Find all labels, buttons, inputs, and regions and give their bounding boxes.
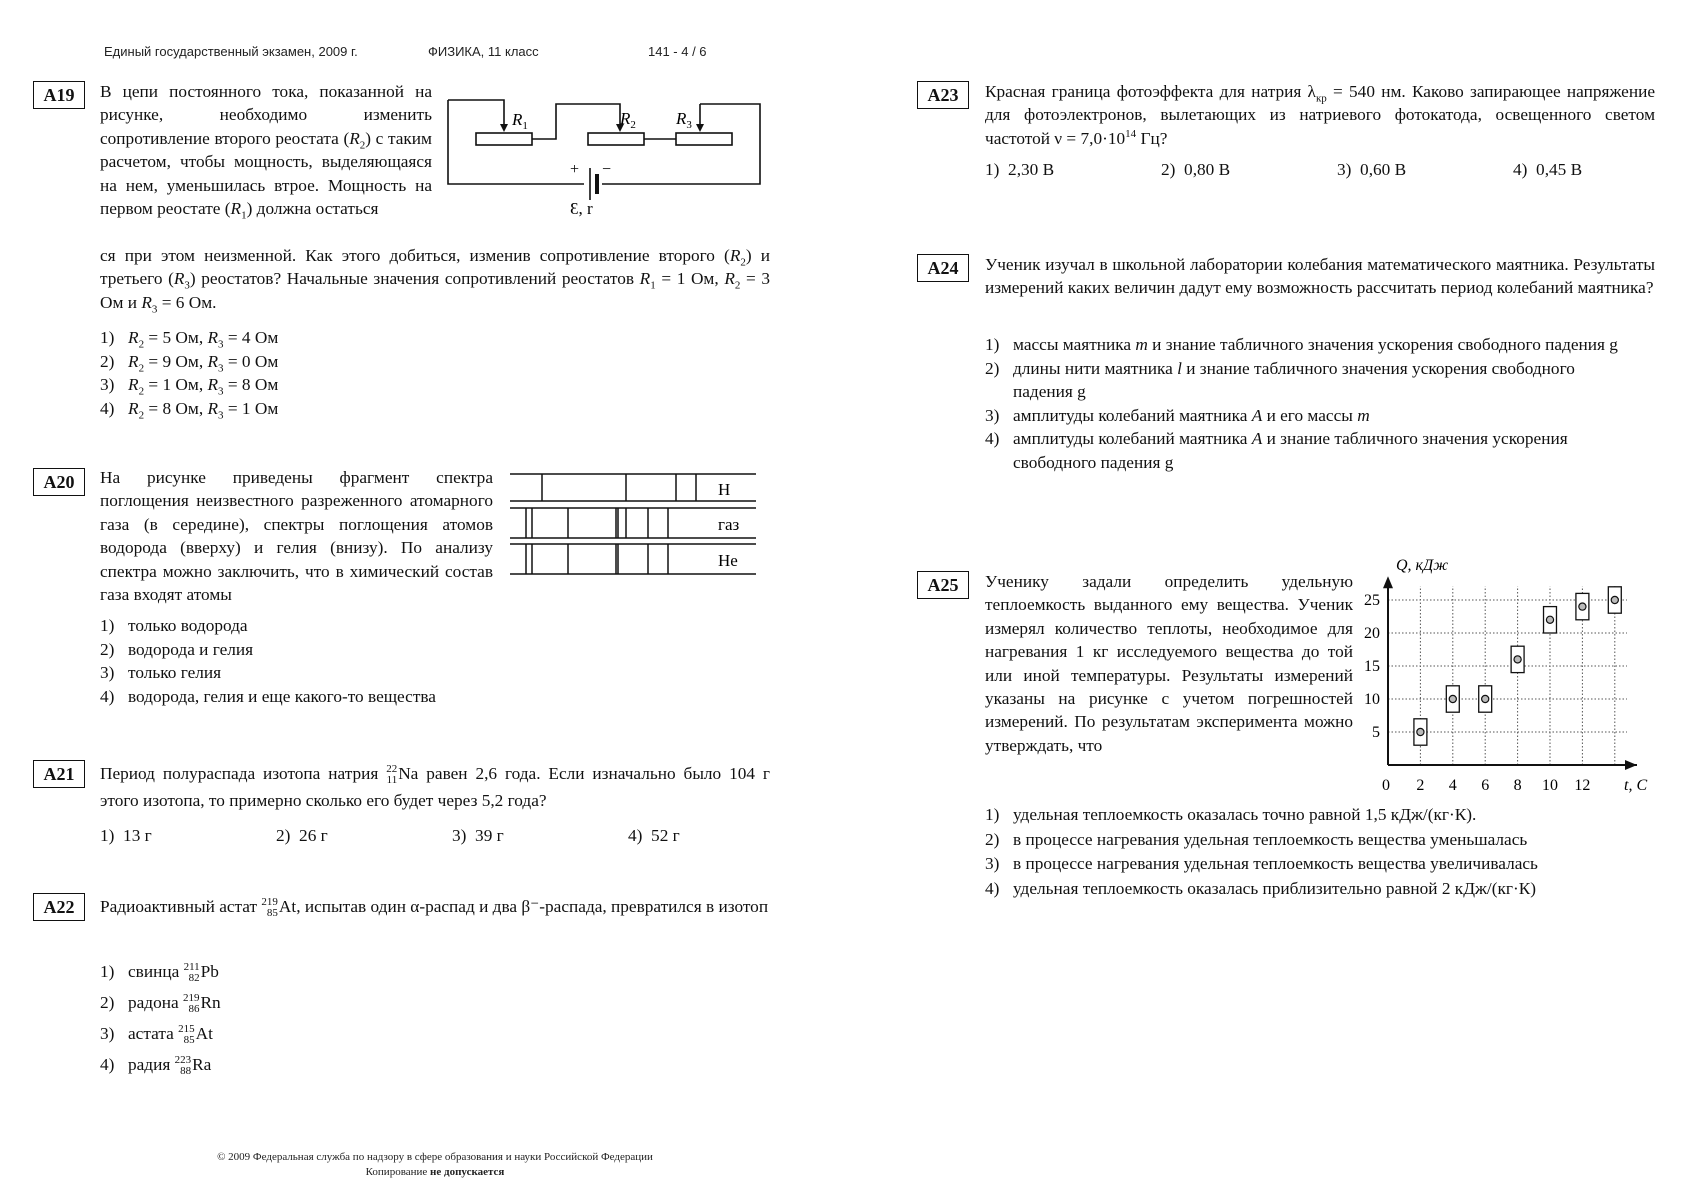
circuit-r2-label: R: [620, 109, 631, 128]
circuit-r3-label: R: [676, 109, 687, 128]
a21-option-2[interactable]: 2) 26 г: [276, 826, 328, 845]
chart-y-tick-label: 5: [1372, 724, 1380, 741]
a22-option-2[interactable]: 2) радона 219 86 Rn: [100, 992, 221, 1016]
question-number-a22: А22: [33, 893, 85, 921]
chart-x-axis-label: t, C: [1624, 777, 1648, 794]
chart-point-marker: [1482, 695, 1489, 702]
chart-x-tick-label: 8: [1513, 777, 1522, 794]
a21-options: [100, 826, 748, 846]
a22-text: Радиоактивный астат 219 85 At, испытав один α-распад и два β⁻-распада, превратился в изотоп: [100, 896, 769, 920]
chart-x-tick-label: 10: [1542, 777, 1558, 794]
a19-option-4[interactable]: 4) $R_2 = 8$ Ом, $R_3 = 1$ Ом: [100, 398, 279, 422]
a23-options: [985, 160, 1633, 180]
a23-text: Красная граница фотоэффекта для натрия $\lambda_{кр} = 540$ нм. Каково запирающее напряжение для фотоэлектронов, вылетающих из натриевого фотокатода, освещенного светом частотой $\nu = 7,0\cdot 10^{14}$ Гц?: [985, 82, 1655, 148]
a24-option-1[interactable]: 1) массы маятника m и знание табличного значения ускорения свободного падения g: [985, 335, 1618, 354]
chart-data-point: [1511, 646, 1524, 672]
chart-point-marker: [1579, 603, 1586, 610]
chart-data-point: [1479, 686, 1492, 712]
a24-options: [985, 333, 1635, 475]
question-number-a23: А23: [917, 81, 969, 109]
question-number-a21: А21: [33, 760, 85, 788]
a20-option-1[interactable]: 1) только водорода: [100, 616, 248, 635]
a24-option-3[interactable]: 3) амплитуды колебаний маятника A и его массы m: [985, 405, 1370, 425]
svg-text:R2: $R_2$: [620, 109, 636, 131]
a22-option-1[interactable]: 1) свинца 211 82 Pb: [100, 961, 219, 985]
a23-option-2[interactable]: 2) 0,80 В: [1161, 160, 1231, 179]
a20-spectrum-diagram: [508, 470, 760, 580]
a22-options: [100, 956, 221, 1080]
a25-text: Ученику задали определить удельную теплоемкость выданного ему вещества. Ученик измерял количество теплоты, необходимое для нагревания 1 кг исследуемого вещества до той или иной температуры. Результаты измерений указаны на рисунке с учетом погрешностей измерений. По результатам эксперимента можно утверждать, что: [985, 572, 1353, 755]
a24-option-2[interactable]: 2) длины нити маятника l и знание табличного значения ускорения свободного падения g: [985, 358, 1575, 402]
chart-data-point: [1544, 607, 1557, 633]
question-number-a25: А25: [917, 571, 969, 599]
a19-text-top: В цепи постоянного тока, показанной на рисунке, необходимо изменить сопротивление второго реостата $(R_2)$ с таким расчетом, чтобы мощность, выделяющаяся на нем, уменьшилась втрое. Мощность на первом реостате $(R_1)$ должна остаться: [100, 82, 432, 222]
a25-option-2[interactable]: 2) в процессе нагревания удельная теплоемкость вещества уменьшалась: [985, 829, 1528, 849]
a21-option-1[interactable]: 1) 13 г: [100, 826, 152, 845]
a19-option-2[interactable]: 2) $R_2 = 9$ Ом, $R_3 = 0$ Ом: [100, 351, 279, 375]
a25-option-4[interactable]: 4) удельная теплоемкость оказалась приблизительно равной 2 кДж/(кг·К): [985, 878, 1537, 898]
chart-y-tick-label: 10: [1364, 691, 1380, 708]
chart-y-axis-label: Q, кДж: [1396, 557, 1449, 574]
a22-option-4[interactable]: 4) радия 223 88 Ra: [100, 1054, 212, 1078]
chart-y-tick-label: 15: [1364, 658, 1380, 675]
a19-options: [100, 326, 278, 420]
a20-text: На рисунке приведены фрагмент спектра поглощения неизвестного разреженного атомарного газа (в середине), спектры поглощения атомов водорода (вверху) и гелия (внизу). По анализу спектра можно заключить, что в химический состав газа входят атомы: [100, 468, 493, 605]
chart-y-arrow: [1383, 576, 1393, 588]
question-number-a24: А24: [917, 254, 969, 282]
chart-data-point: [1576, 593, 1589, 619]
footer-copyright: © 2009 Федеральная служба по надзору в сфере образования и науки Российской Федерации: [217, 1151, 653, 1163]
svg-text:R3: $R_3$: [676, 109, 692, 131]
chart-x-tick-label: 6: [1481, 777, 1490, 794]
chart-data-point: [1608, 587, 1621, 613]
footer-copy-notice: Копирование не допускается: [365, 1166, 505, 1178]
header-page: 141 - 4 / 6: [648, 44, 707, 59]
chart-point-marker: [1449, 695, 1456, 702]
a20-option-2[interactable]: 2) водорода и гелия: [100, 639, 254, 659]
a24-option-4[interactable]: 4) амплитуды колебаний маятника A и знание табличного значения ускорения свободного падения g: [985, 429, 1568, 472]
chart-data-point: [1446, 686, 1459, 712]
chart-origin-label: 0: [1382, 777, 1390, 794]
a23-option-4[interactable]: 4) 0,45 В: [1513, 160, 1583, 179]
a19-circuit-diagram: [444, 96, 764, 226]
a20-options: [100, 614, 436, 708]
header-subject: ФИЗИКА, 11 класс: [428, 44, 539, 59]
a25-options: [985, 803, 1655, 901]
chart-y-tick-label: 20: [1364, 625, 1380, 642]
chart-y-tick-label: 25: [1364, 592, 1380, 609]
a22-isotope: 219 85: [261, 896, 278, 920]
a19-option-3[interactable]: 3) $R_2 = 1$ Ом, $R_3 = 8$ Ом: [100, 375, 279, 398]
a23-option-1[interactable]: 1) 2,30 В: [985, 160, 1055, 179]
a25-option-3[interactable]: 3) в процессе нагревания удельная теплоемкость вещества увеличивалась: [985, 854, 1538, 873]
chart-x-arrow: [1625, 760, 1637, 770]
chart-point-marker: [1546, 616, 1553, 623]
a21-option-4[interactable]: 4) 52 г: [628, 826, 680, 845]
chart-point-marker: [1417, 728, 1424, 735]
a25-option-1[interactable]: 1) удельная теплоемкость оказалась точно равной 1,5 кДж/(кг·К).: [985, 805, 1477, 824]
a21-isotope: 22 11: [386, 763, 398, 787]
a24-text: Ученик изучал в школьной лаборатории колебания математического маятника. Результаты измерений каких величин дадут ему возможность рассчитать период колебаний маятника?: [985, 255, 1655, 298]
chart-x-tick-label: 2: [1416, 777, 1425, 794]
spectrum-label-h: H: [718, 480, 731, 499]
circuit-minus: −: [602, 161, 612, 178]
chart-point-marker: [1611, 596, 1618, 603]
a19-option-1[interactable]: 1) $R_2 = 5$ Ом, $R_3 = 4$ Ом: [100, 328, 279, 351]
chart-data-point: [1414, 719, 1427, 745]
question-number-a19: А19: [33, 81, 85, 109]
a23-option-3[interactable]: 3) 0,60 В: [1337, 160, 1407, 179]
circuit-r1-label: R: [512, 110, 523, 129]
a20-option-4[interactable]: 4) водорода, гелия и еще какого-то вещества: [100, 686, 436, 706]
a20-option-3[interactable]: 3) только гелия: [100, 663, 222, 683]
a21-text: Период полураспада изотопа натрия 22 11 Na равен 2,6 года. Если изначально было 104 г этого изотопа, то примерно сколько его будет через 5,2 года?: [100, 763, 770, 810]
a25-chart: [1362, 550, 1662, 800]
a21-option-3[interactable]: 3) 39 г: [452, 826, 504, 845]
a22-option-3[interactable]: 3) астата 215 85 At: [100, 1023, 213, 1047]
chart-point-marker: [1514, 656, 1521, 663]
a19-text-bottom: ся при этом неизменной. Как этого добиться, изменив сопротивление второго $(R_2)$ и третьего $(R_3)$ реостатов? Начальные значения сопротивлений реостатов $R_1 = 1$ Ом, $R_2 = 3$ Ом и $R_3 = 6$ Ом.: [100, 246, 771, 316]
svg-text:R1: $R_1$: [512, 110, 528, 132]
chart-x-tick-label: 12: [1574, 777, 1591, 794]
circuit-emf-label: Ɛ, r: [570, 199, 593, 218]
question-number-a20: А20: [33, 468, 85, 496]
circuit-plus: +: [570, 161, 580, 178]
spectrum-label-gas: газ: [718, 515, 740, 534]
chart-x-tick-label: 4: [1448, 777, 1457, 794]
spectrum-label-he: He: [718, 551, 738, 570]
header-exam: Единый государственный экзамен, 2009 г.: [104, 44, 358, 59]
